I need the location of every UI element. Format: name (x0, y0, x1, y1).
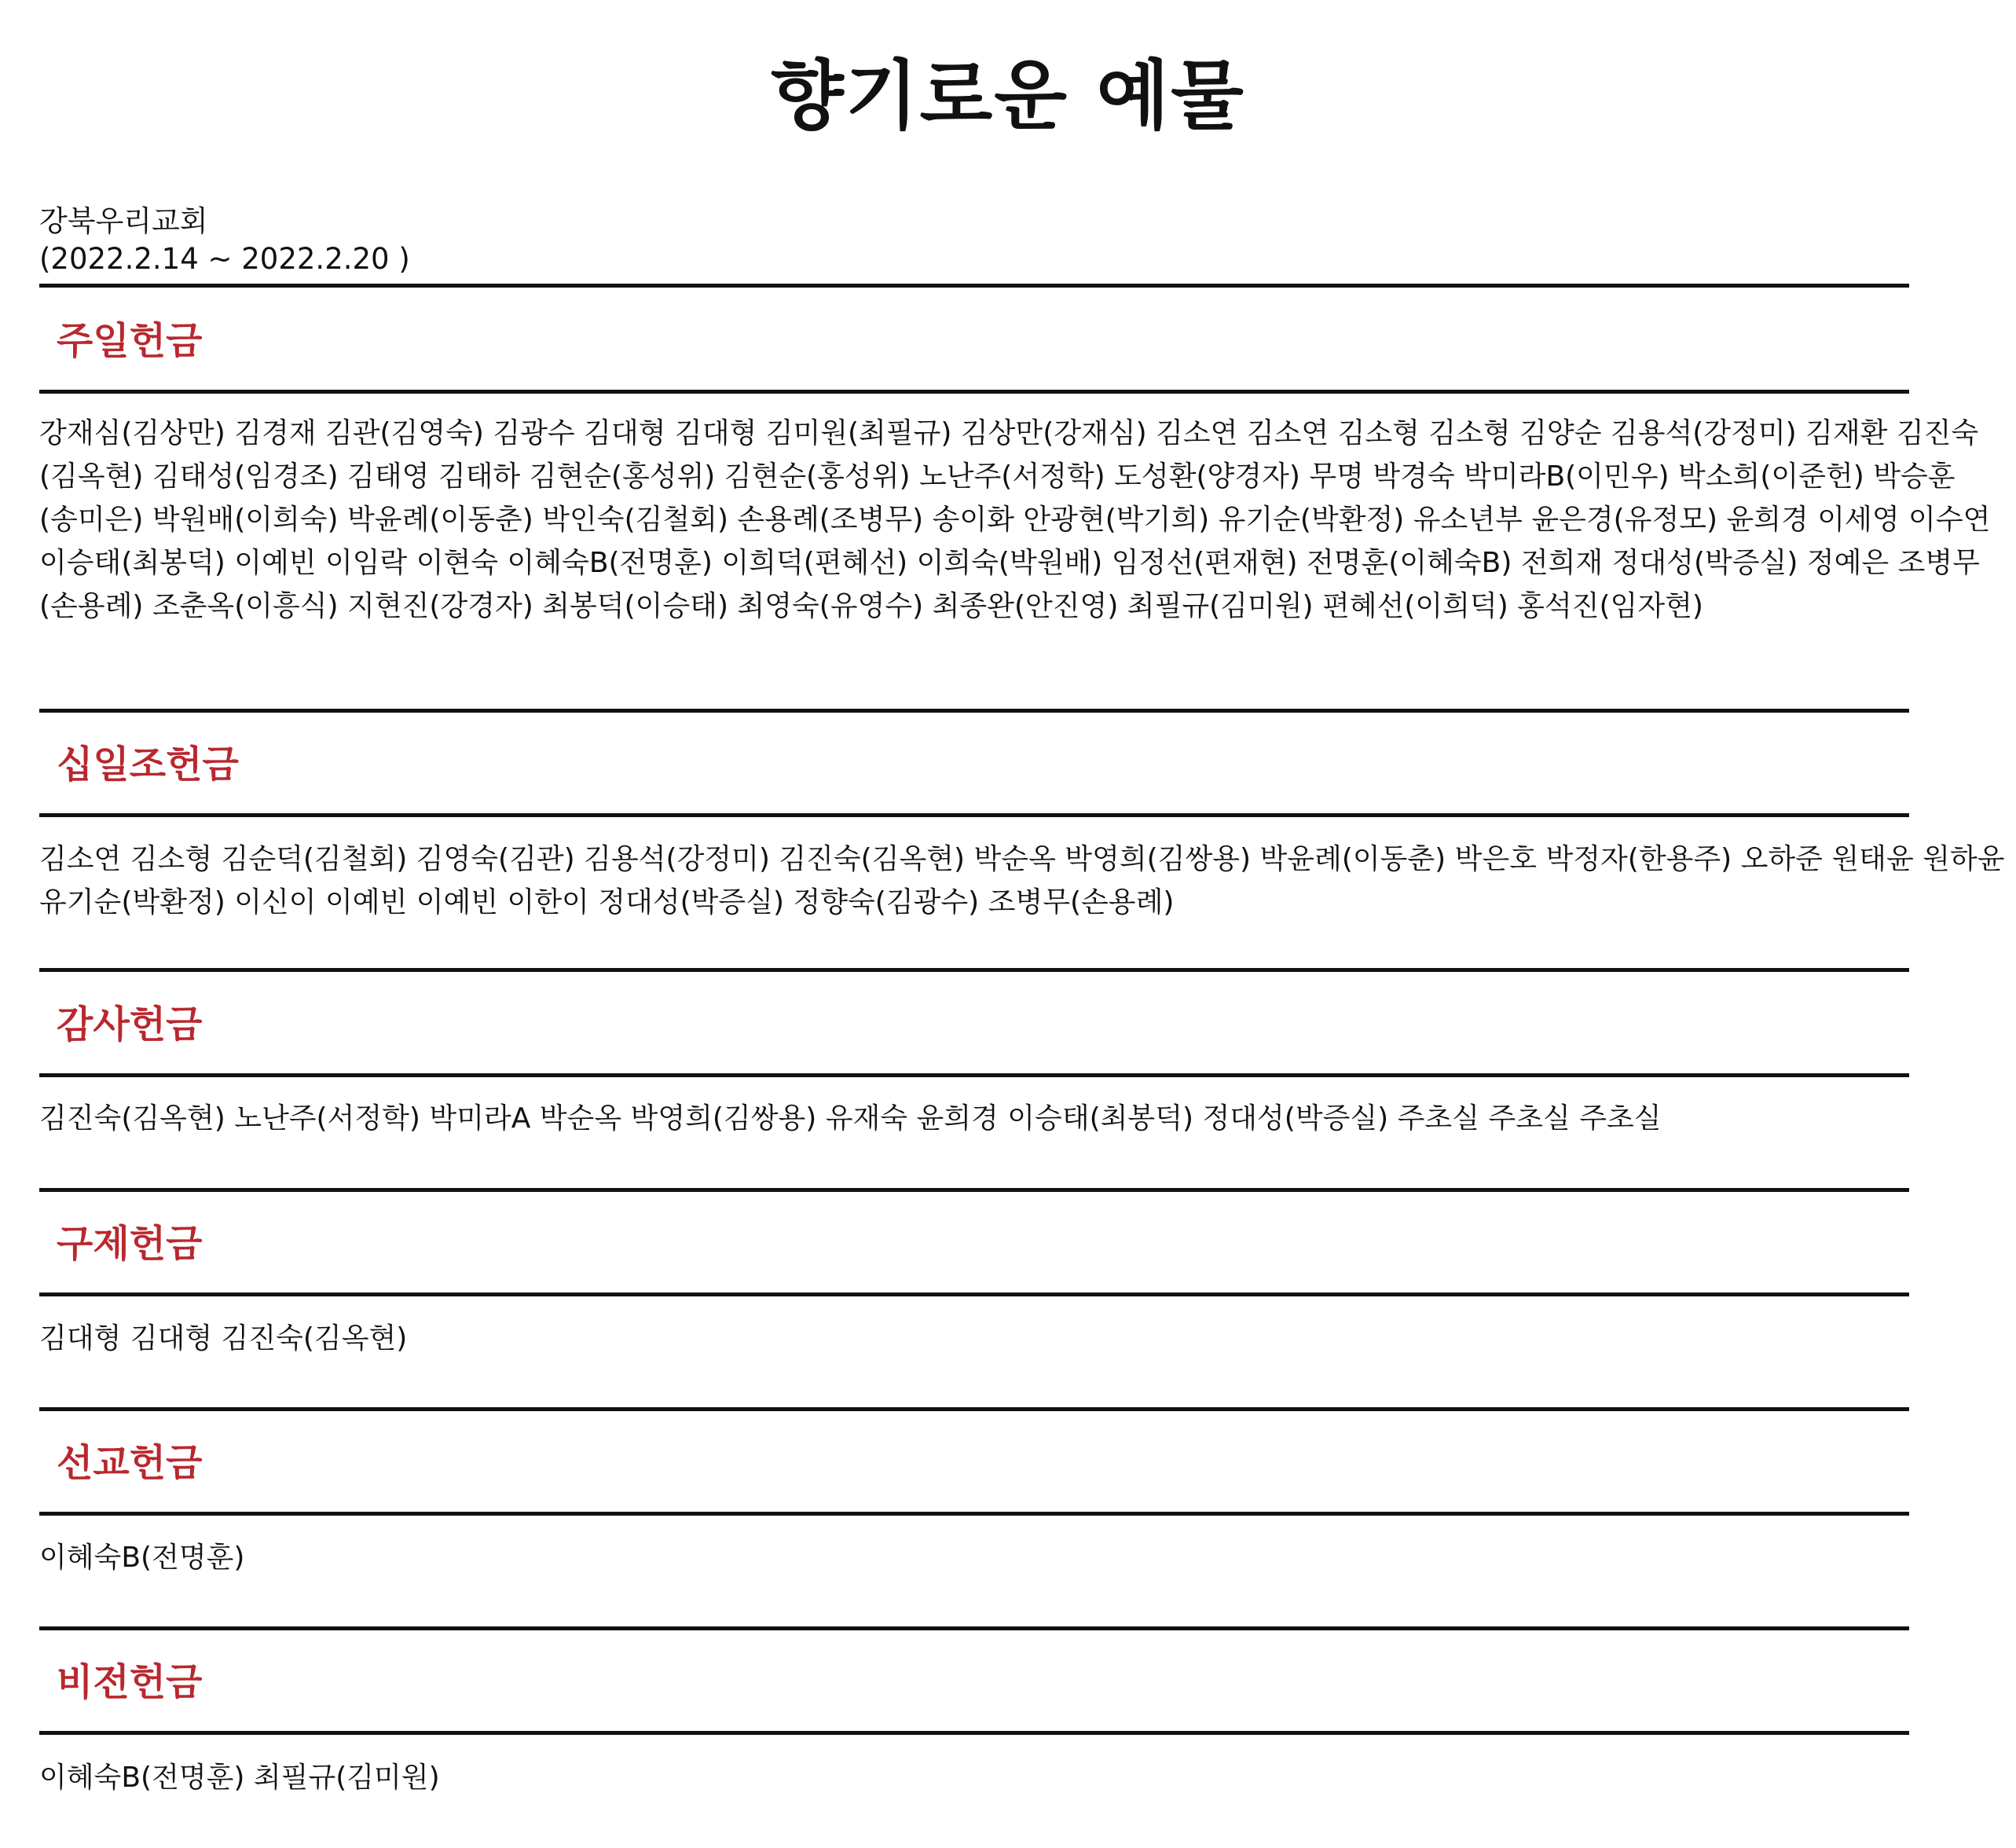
section-title-vision: 비전헌금 (57, 1660, 203, 1704)
section-divider (39, 813, 1909, 817)
section-divider (39, 1188, 1909, 1192)
section-names-tithe: 김소연 김소형 김순덕(김철회) 김영숙(김관) 김용석(강정미) 김진숙(김옥현) 박순옥 박영희(김쌍용) 박윤례(이동춘) 박은호 박정자(한용주) 오하준 원태윤 원하윤 유기순(박환정) 이신이 이예빈 이예빈 이한이 정대성(박증실) 정향숙(김광수) 조병무(손용례) (39, 843, 2005, 918)
section-title-mission: 선교헌금 (57, 1441, 203, 1485)
section-divider (39, 284, 1909, 288)
section-divider (39, 968, 1909, 972)
section-names-thanks: 김진숙(김옥현) 노난주(서정학) 박미라A 박순옥 박영희(김쌍용) 유재숙 윤희경 이승태(최봉덕) 정대성(박증실) 주초실 주초실 주초실 (39, 1102, 1662, 1135)
section-names-sunday: 강재심(김상만) 김경재 김관(김영숙) 김광수 김대형 김대형 김미원(최필규) 김상만(강재심) 김소연 김소연 김소형 김소형 김양순 김용석(강정미) 김재환 김진숙(김옥현) 김태성(임경조) 김태영 김태하 김현순(홍성위) 김현순(홍성위) 노난주(서정학) 도성환(양경자) 무명 박경숙 박미라B(이민우) 박소희(이준헌) 박승훈(송미은) 박원배(이희숙) 박윤례(이동춘) 박인숙(김철회) 손용례(조병무) 송이화 안광현(박기희) 유기순(박환정) 유소년부 윤은경(유정모) 윤희경 이세영 이수연 이승태(최봉덕) 이예빈 이임락 이현숙 이혜숙B(전명훈) 이희덕(편혜선) 이희숙(박원배) 임정선(편재현) 전명훈(이혜숙B) 전희재 정대성(박증실) 정예은 조병무(손용례) 조춘옥(이흥식) 지현진(강경자) 최봉덕(이승태) 최영숙(유영수) 최종완(안진영) 최필규(김미원) 편혜선(이희덕) 홍석진(임자현) (39, 417, 1991, 622)
church-name: 강북우리교회 (39, 204, 208, 238)
section-title-relief: 구제헌금 (57, 1222, 203, 1266)
section-divider (39, 1626, 1909, 1630)
page-title: 향기로운 예물 (771, 52, 1245, 140)
section-names-mission: 이혜숙B(전명훈) (39, 1542, 245, 1574)
section-names-relief: 김대형 김대형 김진숙(김옥현) (39, 1322, 408, 1355)
section-divider (39, 709, 1909, 713)
section-names-vision: 이혜숙B(전명훈) 최필규(김미원) (39, 1762, 440, 1794)
section-title-thanks: 감사헌금 (57, 1003, 203, 1047)
section-title-sunday: 주일헌금 (57, 319, 203, 363)
section-divider (39, 1512, 1909, 1516)
date-range: (2022.2.14 ~ 2022.2.20 ) (39, 242, 410, 276)
header-info (39, 203, 410, 278)
section-title-tithe: 십일조헌금 (57, 742, 239, 786)
section-divider (39, 1731, 1909, 1735)
section-divider (39, 1073, 1909, 1077)
section-divider (39, 390, 1909, 394)
section-divider (39, 1407, 1909, 1411)
section-divider (39, 1292, 1909, 1296)
